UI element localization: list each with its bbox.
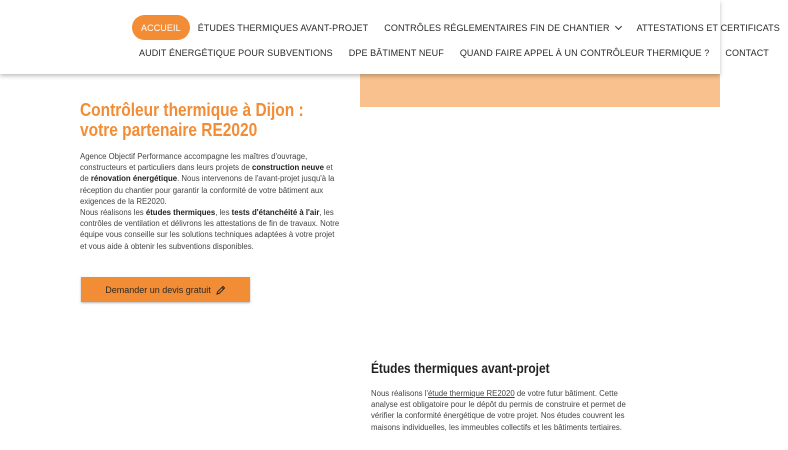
nav-item-contact[interactable]: CONTACT	[725, 48, 769, 58]
section-text-b: de votre futur bâtiment. Cette analyse est obligatoire pour le dépôt du permis de construire et permet de vérifier la conformité énergétique de votre projet. Nos études couvrent les maisons individuelles, les immeubles collectifs et les bâtiments tertiaires.	[371, 389, 626, 432]
hero-title: Contrôleur thermique à Dijon : votre partenaire RE2020	[80, 100, 304, 140]
hero-p2-bold-etudes: études thermiques	[145, 208, 216, 218]
pencil-icon	[216, 285, 226, 295]
request-quote-label: Demander un devis gratuit	[105, 284, 211, 295]
nav-item-controles-label: CONTRÔLES RÉGLEMENTAIRES FIN DE CHANTIER	[384, 22, 610, 33]
section-title-etudes: Études thermiques avant-projet	[371, 360, 550, 376]
hero-paragraph-2	[80, 207, 342, 252]
nav-item-accueil[interactable]: ACCUEIL	[132, 15, 190, 40]
nav-item-dpe[interactable]: DPE BÂTIMENT NEUF	[348, 48, 444, 58]
hero-p1-text-c: et de	[80, 163, 333, 184]
hero-p2-bold-tests: tests d'étanchéité à l'air	[231, 208, 320, 218]
hero-p1-text-a: Agence Objectif Performance accompagne les maîtres d'ouvrage, constructeurs et particuliers dans leurs projets de	[80, 152, 308, 173]
hero-p2-text-c: , les	[215, 208, 232, 218]
section-description-etudes	[371, 388, 633, 433]
chevron-down-icon	[615, 22, 622, 29]
nav-item-attestations[interactable]: ATTESTATIONS ET CERTIFICATS	[636, 22, 780, 33]
site-header	[0, 0, 780, 74]
nav-item-etudes-thermiques[interactable]: ÉTUDES THERMIQUES AVANT-PROJET	[197, 22, 369, 33]
nav-item-quand-faire-appel[interactable]: QUAND FAIRE APPEL À UN CONTRÔLEUR THERMIQUE ?	[459, 48, 710, 58]
hero-p2-text-e: , les contrôles de ventilation et délivrons les attestations de fin de travaux. Notre équipe vous conseille sur les solutions techniques adaptées à votre projet et vous aide à obtenir les subventions disponibles.	[80, 208, 340, 251]
request-quote-button[interactable]	[81, 277, 250, 302]
hero-p1-bold-construction: construction neuve	[252, 163, 324, 173]
hero-decorative-band	[360, 74, 720, 107]
hero-p1-text-e: . Nous intervenons de l'avant-projet jusqu'à la réception du chantier pour garantir la conformité de votre bâtiment aux exigences de la RE2020.	[80, 174, 335, 206]
main-nav-row-2	[139, 42, 777, 64]
hero-paragraph-1	[80, 151, 342, 207]
hero-p1-bold-renovation: rénovation énergétique	[90, 174, 178, 184]
main-nav-row-1	[132, 15, 788, 40]
section-text-a: Nous réalisons l'	[371, 389, 428, 398]
nav-item-controles-reglementaires[interactable]	[376, 15, 628, 40]
hero-description	[80, 151, 342, 252]
etude-thermique-link[interactable]: étude thermique RE2020	[427, 389, 515, 398]
hero-p2-text-a: Nous réalisons les	[80, 208, 146, 218]
nav-item-audit-energetique[interactable]: AUDIT ÉNERGÉTIQUE POUR SUBVENTIONS	[139, 48, 333, 58]
